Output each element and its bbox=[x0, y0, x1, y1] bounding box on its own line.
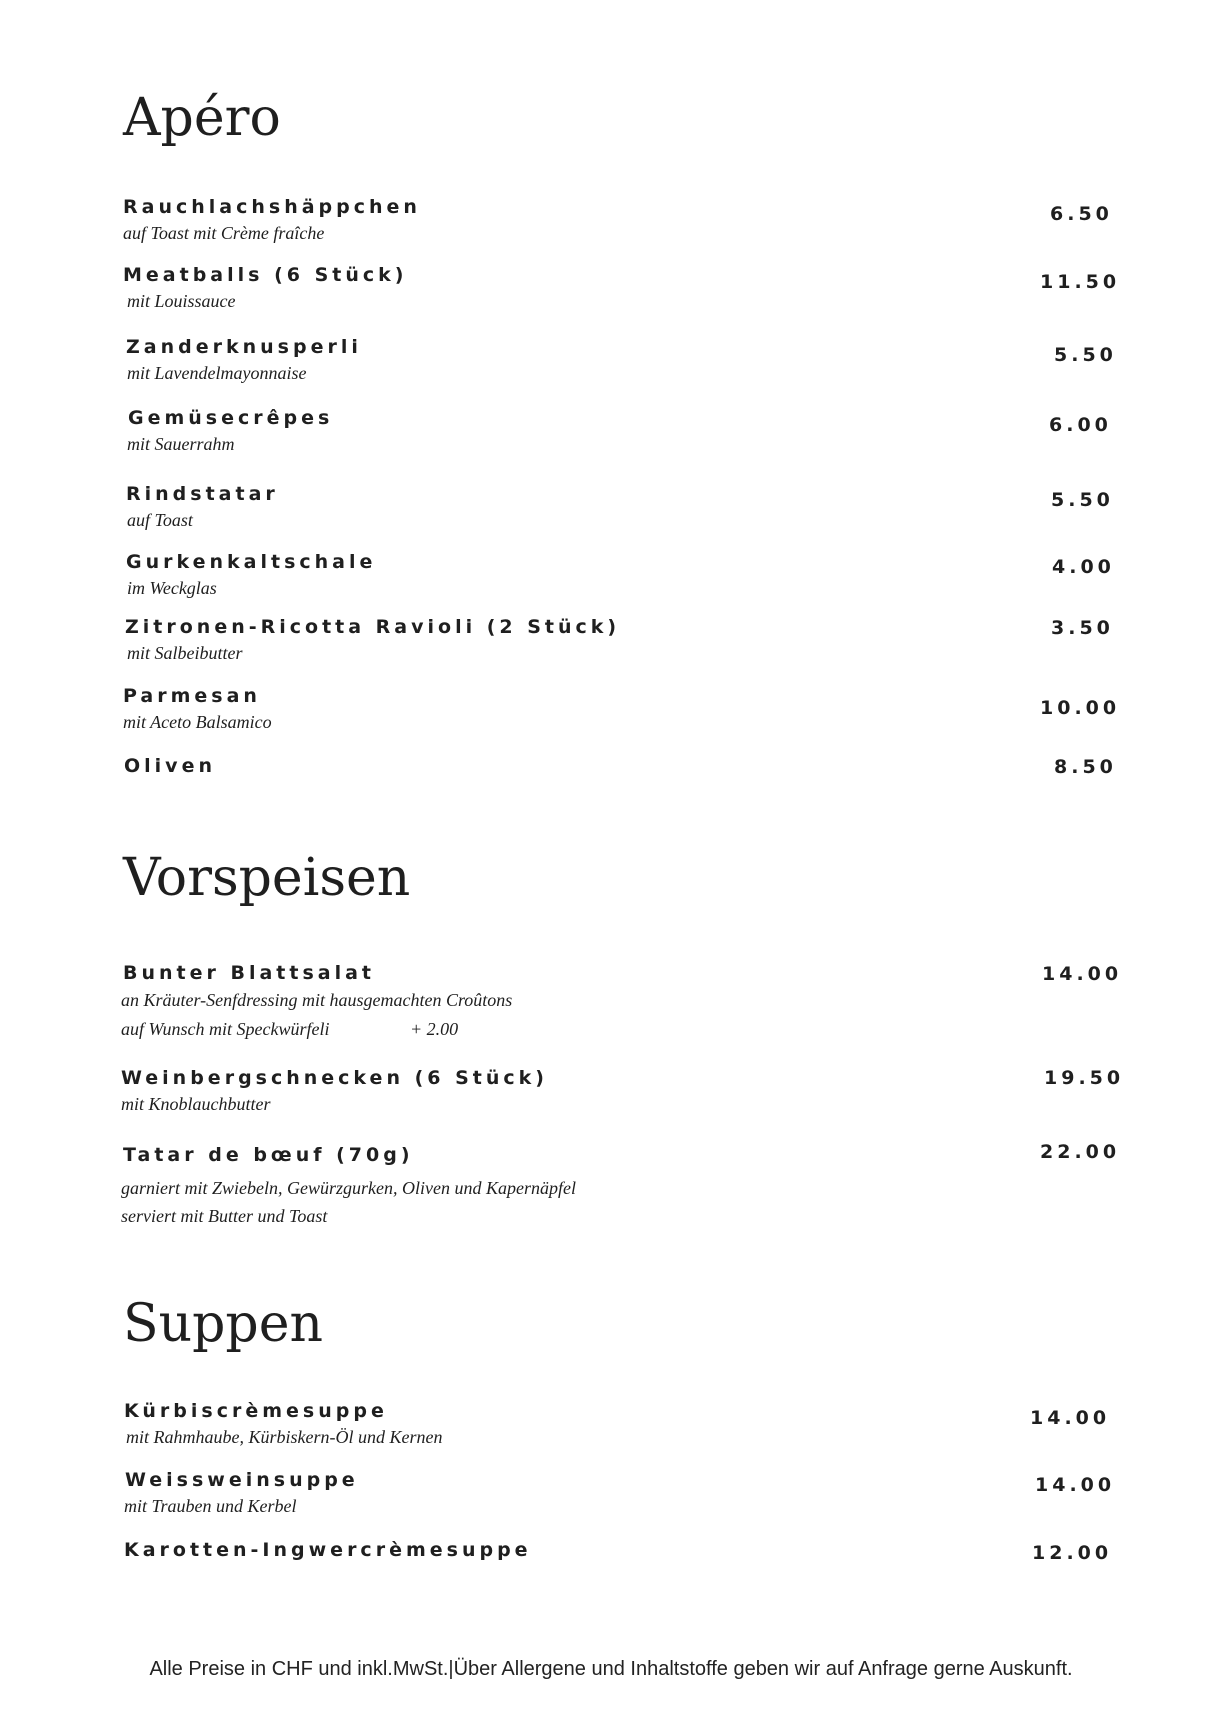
item-description: garniert mit Zwiebeln, Gewürzgurken, Oliven und Kapernäpfel bbox=[121, 1178, 576, 1198]
item-name: Zanderknusperli bbox=[126, 336, 362, 358]
item-name: Parmesan bbox=[123, 685, 261, 707]
item-price: 5.50 bbox=[1054, 344, 1117, 366]
item-description: mit Knoblauchbutter bbox=[121, 1094, 271, 1114]
item-name: Weinbergschnecken (6 Stück) bbox=[121, 1067, 548, 1089]
section-title-apero: Apéro bbox=[123, 88, 281, 148]
item-name: Weissweinsuppe bbox=[125, 1469, 359, 1491]
item-option: auf Wunsch mit Speckwürfeli bbox=[121, 1019, 330, 1039]
item-option-price: + 2.00 bbox=[410, 1019, 459, 1039]
item-price: 4.00 bbox=[1052, 556, 1115, 578]
item-name: Tatar de bœuf (70g) bbox=[123, 1144, 414, 1166]
item-price: 14.00 bbox=[1030, 1407, 1111, 1429]
item-name: Meatballs (6 Stück) bbox=[123, 264, 408, 286]
item-description: mit Sauerrahm bbox=[127, 434, 235, 454]
item-description: mit Louissauce bbox=[127, 291, 236, 311]
item-price: 6.50 bbox=[1050, 203, 1113, 225]
item-price: 6.00 bbox=[1049, 414, 1112, 436]
item-price: 19.50 bbox=[1044, 1067, 1125, 1089]
item-name: Gemüsecrêpes bbox=[128, 407, 334, 429]
item-description: im Weckglas bbox=[127, 578, 217, 598]
item-price: 22.00 bbox=[1040, 1141, 1121, 1163]
item-name: Kürbiscrèmesuppe bbox=[124, 1400, 388, 1422]
item-description: mit Aceto Balsamico bbox=[123, 712, 272, 732]
item-price: 8.50 bbox=[1054, 756, 1117, 778]
item-name: Karotten-Ingwercrèmesuppe bbox=[124, 1539, 532, 1561]
item-name: Zitronen-Ricotta Ravioli (2 Stück) bbox=[125, 616, 621, 638]
item-description: mit Lavendelmayonnaise bbox=[127, 363, 307, 383]
item-price: 11.50 bbox=[1040, 271, 1121, 293]
item-price: 14.00 bbox=[1042, 963, 1123, 985]
item-price: 5.50 bbox=[1051, 489, 1114, 511]
section-title-suppen: Suppen bbox=[123, 1294, 323, 1354]
item-price: 10.00 bbox=[1040, 697, 1121, 719]
item-description: mit Trauben und Kerbel bbox=[124, 1496, 297, 1516]
item-name: Rauchlachshäppchen bbox=[123, 196, 421, 218]
item-description: mit Rahmhaube, Kürbiskern-Öl und Kernen bbox=[126, 1427, 443, 1447]
item-description: mit Salbeibutter bbox=[127, 643, 243, 663]
item-price: 3.50 bbox=[1051, 617, 1114, 639]
item-price: 14.00 bbox=[1035, 1474, 1116, 1496]
item-name: Gurkenkaltschale bbox=[126, 551, 377, 573]
section-title-vorspeisen: Vorspeisen bbox=[123, 848, 411, 908]
footer-note: Alle Preise in CHF und inkl.MwSt.|Über Allergene und Inhaltstoffe geben wir auf Anfrage gerne Auskunft. bbox=[149, 1658, 1073, 1680]
item-description: an Kräuter-Senfdressing mit hausgemachten Croûtons bbox=[121, 990, 513, 1010]
item-name: Bunter Blattsalat bbox=[123, 962, 376, 984]
item-description: auf Toast mit Crème fraîche bbox=[123, 223, 325, 243]
item-name: Oliven bbox=[124, 755, 216, 777]
item-name: Rindstatar bbox=[126, 483, 279, 505]
item-description: auf Toast bbox=[127, 510, 193, 530]
item-price: 12.00 bbox=[1032, 1542, 1113, 1564]
item-description-secondary: serviert mit Butter und Toast bbox=[121, 1206, 328, 1226]
